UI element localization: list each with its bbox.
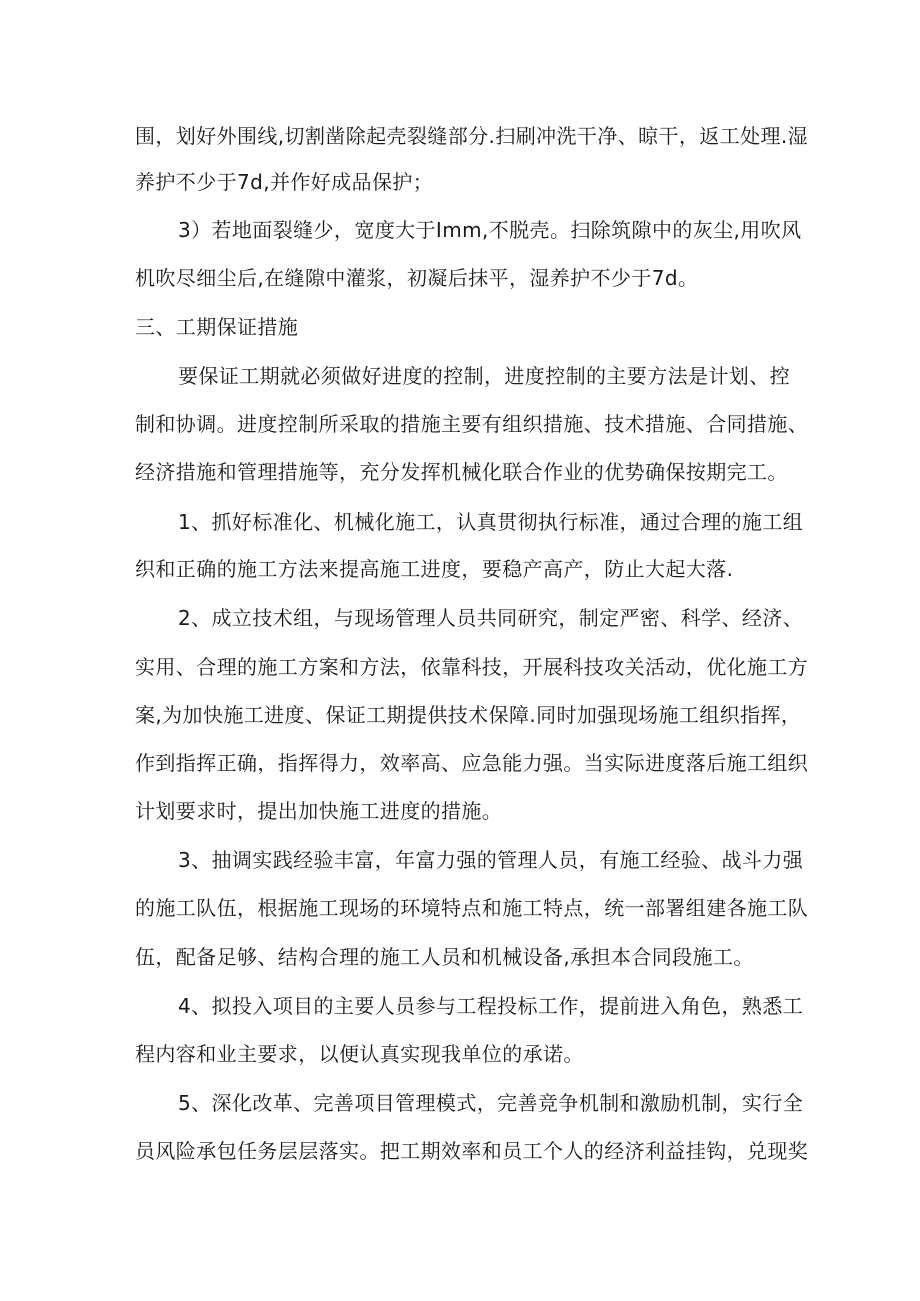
text-line: 作到指挥正确，指挥得力，效率高、应急能力强。当实际进度落后施工组织 bbox=[135, 751, 809, 775]
text-line: 要保证工期就必须做好进度的控制，进度控制的主要方法是计划、控 bbox=[178, 364, 790, 388]
text-line: 计划要求时，提出加快施工进度的措施。 bbox=[135, 799, 503, 823]
text-line: 1、抓好标准化、机械化施工，认真贯彻执行标准，通过合理的施工组 bbox=[178, 510, 804, 534]
text-line: 5、深化改革、完善项目管理模式，完善竞争机制和激励机制，实行全 bbox=[178, 1091, 804, 1115]
text-line: 的施工队伍，根据施工现场的环境特点和施工特点，统一部署组建各施工队 bbox=[135, 896, 809, 920]
text-line: 4、拟投入项目的主要人员参与工程投标工作，提前进入角色，熟悉工 bbox=[178, 994, 804, 1018]
text-line: 3）若地面裂缝少，宽度大于Imm,不脱壳。扫除筑隙中的灰尘,用吹风 bbox=[178, 218, 802, 242]
text-line: 养护不少于7d,并作好成品保护； bbox=[135, 170, 434, 194]
text-line: 伍，配备足够、结构合理的施工人员和机械设备,承担本合同段施工。 bbox=[135, 945, 754, 969]
text-line: 经济措施和管理措施等，充分发挥机械化联合作业的优势确保按期完工。 bbox=[135, 460, 788, 484]
text-line: 2、成立技术组，与现场管理人员共同研究，制定严密、科学、经济、 bbox=[178, 606, 804, 630]
text-line: 案,为加快施工进度、保证工期提供技术保障.同时加强现场施工组织指挥， bbox=[135, 703, 802, 727]
text-line: 制和协调。进度控制所采取的措施主要有组织措施、技术措施、合同措施、 bbox=[135, 412, 809, 436]
text-line: 围，划好外围线,切割凿除起壳裂缝部分.扫刷冲洗干净、晾干，返工处理.湿 bbox=[135, 124, 809, 148]
text-line: 3、抽调实践经验丰富，年富力强的管理人员，有施工经验、战斗力强 bbox=[178, 848, 804, 872]
text-line: 实用、合理的施工方案和方法，依靠科技，开展科技攻关活动，优化施工方 bbox=[135, 655, 809, 679]
section-heading: 三、工期保证措施 bbox=[135, 315, 299, 339]
text-line: 员风险承包任务层层落实。把工期效率和员工个人的经济利益挂钩，兑现奖 bbox=[135, 1139, 809, 1163]
text-line: 程内容和业主要求，以便认真实现我单位的承诺。 bbox=[135, 1042, 584, 1066]
text-line: 织和正确的施工方法来提高施工进度，要稳产高产，防止大起大落. bbox=[135, 557, 734, 581]
text-line: 机吹尽细尘后,在缝隙中灌浆，初凝后抹平，湿养护不少于7d。 bbox=[135, 266, 699, 290]
